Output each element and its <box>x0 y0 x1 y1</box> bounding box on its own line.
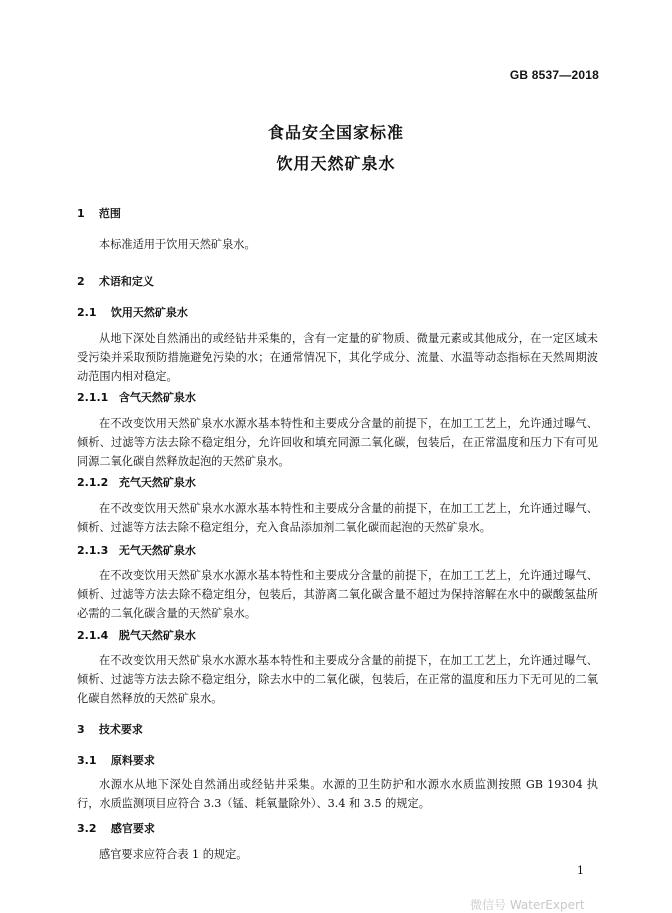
section-1-heading <box>77 205 121 221</box>
section-2-1-2-heading <box>77 474 196 490</box>
section-1-text: 本标准适用于饮用天然矿泉水。 <box>99 238 256 251</box>
section-number: 2.1.1 <box>77 391 109 404</box>
section-number: 3.1 <box>77 754 97 767</box>
standard-number: GB 8537—2018 <box>509 68 599 82</box>
document-title: 食品安全国家标准 <box>267 123 404 142</box>
section-3-heading <box>77 721 143 737</box>
section-3-2-text: 感官要求应符合表 1 的规定。 <box>99 848 248 861</box>
section-2-heading <box>77 273 154 289</box>
section-number: 1 <box>77 207 85 220</box>
section-2-1-1-heading <box>77 389 196 405</box>
section-3-1-text: 水源水从地下深处自然涌出或经钻井采集。水源的卫生防护和水源水水质监测按照 GB 19304 执行，水质监测项目应符合 3.3（锰、耗氧量除外）、3.4 和 3.5 的规定。 <box>77 778 598 810</box>
section-2-1-3-heading <box>77 542 196 558</box>
section-2-1-4-text: 在不改变饮用天然矿泉水水源水基本特性和主要成分含量的前提下，在加工工艺上，允许通过曝气、倾析、过滤等方法去除不稳定组分，除去水中的二氧化碳，包装后，在正常的温度和压力下无可见的二氧化碳自然释放的天然矿泉水。 <box>77 654 598 705</box>
section-title: 原料要求 <box>110 754 155 767</box>
section-2-1-text: 从地下深处自然涌出的或经钻井采集的，含有一定量的矿物质、微量元素或其他成分，在一定区域未受污染并采取预防措施避免污染的水；在通常情况下，其化学成分、流量、水温等动态指标在天然周期波动范围内相对稳定。 <box>77 332 598 383</box>
section-title: 范围 <box>98 207 121 220</box>
section-2-1-3-text: 在不改变饮用天然矿泉水水源水基本特性和主要成分含量的前提下，在加工工艺上，允许通过曝气、倾析、过滤等方法去除不稳定组分，包装后，其游离二氧化碳含量不超过为保持溶解在水中的碳酸氢盐所必需的二氧化碳含量的天然矿泉水。 <box>77 569 598 620</box>
section-number: 2.1.3 <box>77 544 109 557</box>
section-2-1-2-text: 在不改变饮用天然矿泉水水源水基本特性和主要成分含量的前提下，在加工工艺上，允许通过曝气、倾析、过滤等方法去除不稳定组分，充入食品添加剂二氧化碳而起泡的天然矿泉水。 <box>77 502 598 534</box>
section-2-1-4-heading <box>77 627 196 643</box>
section-2-1-heading <box>77 304 188 320</box>
section-title: 充气天然矿泉水 <box>118 476 196 489</box>
page-number: 1 <box>577 864 584 877</box>
section-number: 3.2 <box>77 822 97 835</box>
section-3-1-heading <box>77 752 155 768</box>
document-subtitle: 饮用天然矿泉水 <box>276 154 396 173</box>
section-title: 饮用天然矿泉水 <box>110 306 188 319</box>
section-title: 含气天然矿泉水 <box>118 391 196 404</box>
section-number: 3 <box>77 723 85 736</box>
section-title: 术语和定义 <box>98 275 154 288</box>
section-title: 感官要求 <box>110 822 155 835</box>
section-3-2-heading <box>77 820 155 836</box>
section-number: 2 <box>77 275 85 288</box>
section-number: 2.1 <box>77 306 97 319</box>
section-title: 技术要求 <box>98 723 143 736</box>
section-number: 2.1.4 <box>77 629 109 642</box>
section-title: 无气天然矿泉水 <box>118 544 196 557</box>
section-2-1-1-text: 在不改变饮用天然矿泉水水源水基本特性和主要成分含量的前提下，在加工工艺上，允许通过曝气、倾析、过滤等方法去除不稳定组分，允许回收和填充同源二氧化碳，包装后，在正常温度和压力下有可见同源二氧化碳自然释放起泡的天然矿泉水。 <box>77 417 598 468</box>
watermark: 微信号 WaterExpert <box>470 898 585 912</box>
section-title: 脱气天然矿泉水 <box>118 629 196 642</box>
section-number: 2.1.2 <box>77 476 109 489</box>
